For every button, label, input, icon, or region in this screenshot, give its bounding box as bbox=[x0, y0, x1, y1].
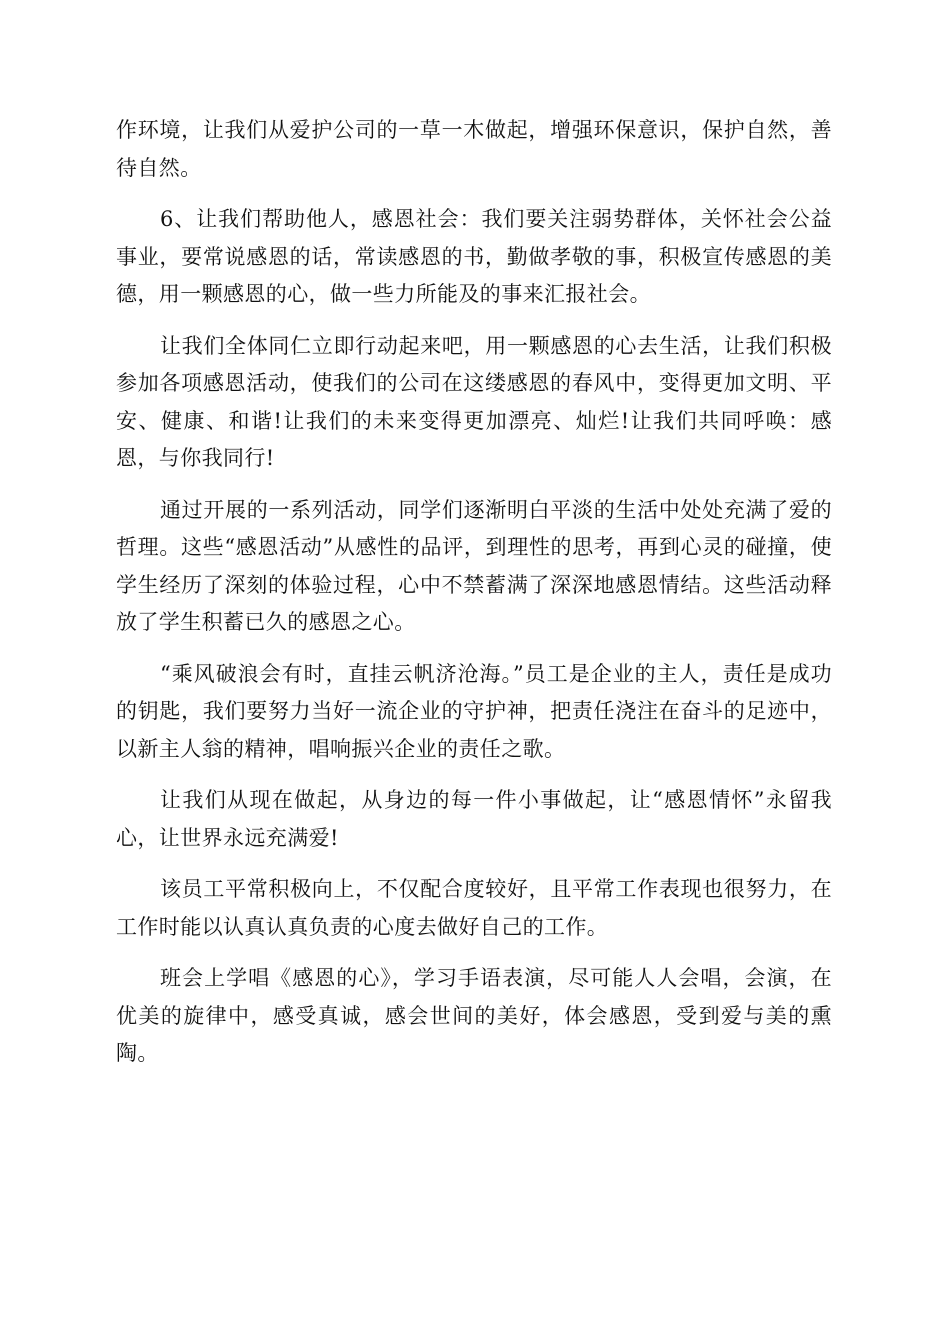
document-body bbox=[116, 112, 832, 1087]
paragraph-6: 让我们从现在做起，从身边的每一件小事做起，让“感恩情怀”永留我心，让世界永远充满爱! bbox=[116, 788, 832, 850]
paragraph-1: 作环境，让我们从爱护公司的一草一木做起，增强环保意识，保护自然，善待自然。 bbox=[116, 118, 832, 180]
paragraph-5: “乘风破浪会有时，直挂云帆济沧海。”员工是企业的主人，责任是成功的钥匙，我们要努力当好一流企业的守护神，把责任浇注在奋斗的足迹中，以新主人翁的精神，唱响振兴企业的责任之歌。 bbox=[116, 661, 832, 761]
paragraph-8: 班会上学唱《感恩的心》，学习手语表演，尽可能人人会唱，会演，在优美的旋律中，感受真诚，感会世间的美好，体会感恩，受到爱与美的熏陶。 bbox=[116, 966, 832, 1065]
paragraph-4: 通过开展的一系列活动，同学们逐渐明白平淡的生活中处处充满了爱的哲理。这些“感恩活动”从感性的品评，到理性的思考，再到心灵的碰撞，使学生经历了深刻的体验过程，心中不禁蓄满了深深地感恩情结。这些活动释放了学生积蓄已久的感恩之心。 bbox=[116, 497, 832, 634]
paragraph-7: 该员工平常积极向上，不仅配合度较好，且平常工作表现也很努力，在工作时能以认真认真负责的心度去做好自己的工作。 bbox=[116, 877, 832, 939]
paragraph-2: 6、让我们帮助他人，感恩社会：我们要关注弱势群体，关怀社会公益事业，要常说感恩的话，常读感恩的书，勤做孝敬的事，积极宣传感恩的美德，用一颗感恩的心，做一些力所能及的事来汇报社会。 bbox=[116, 207, 832, 306]
paragraph-3: 让我们全体同仁立即行动起来吧，用一颗感恩的心去生活，让我们积极参加各项感恩活动，使我们的公司在这缕感恩的春风中，变得更加文明、平安、健康、和谐!让我们的未来变得更加漂亮、灿烂!让我们共同呼唤：感恩，与你我同行! bbox=[116, 333, 832, 470]
